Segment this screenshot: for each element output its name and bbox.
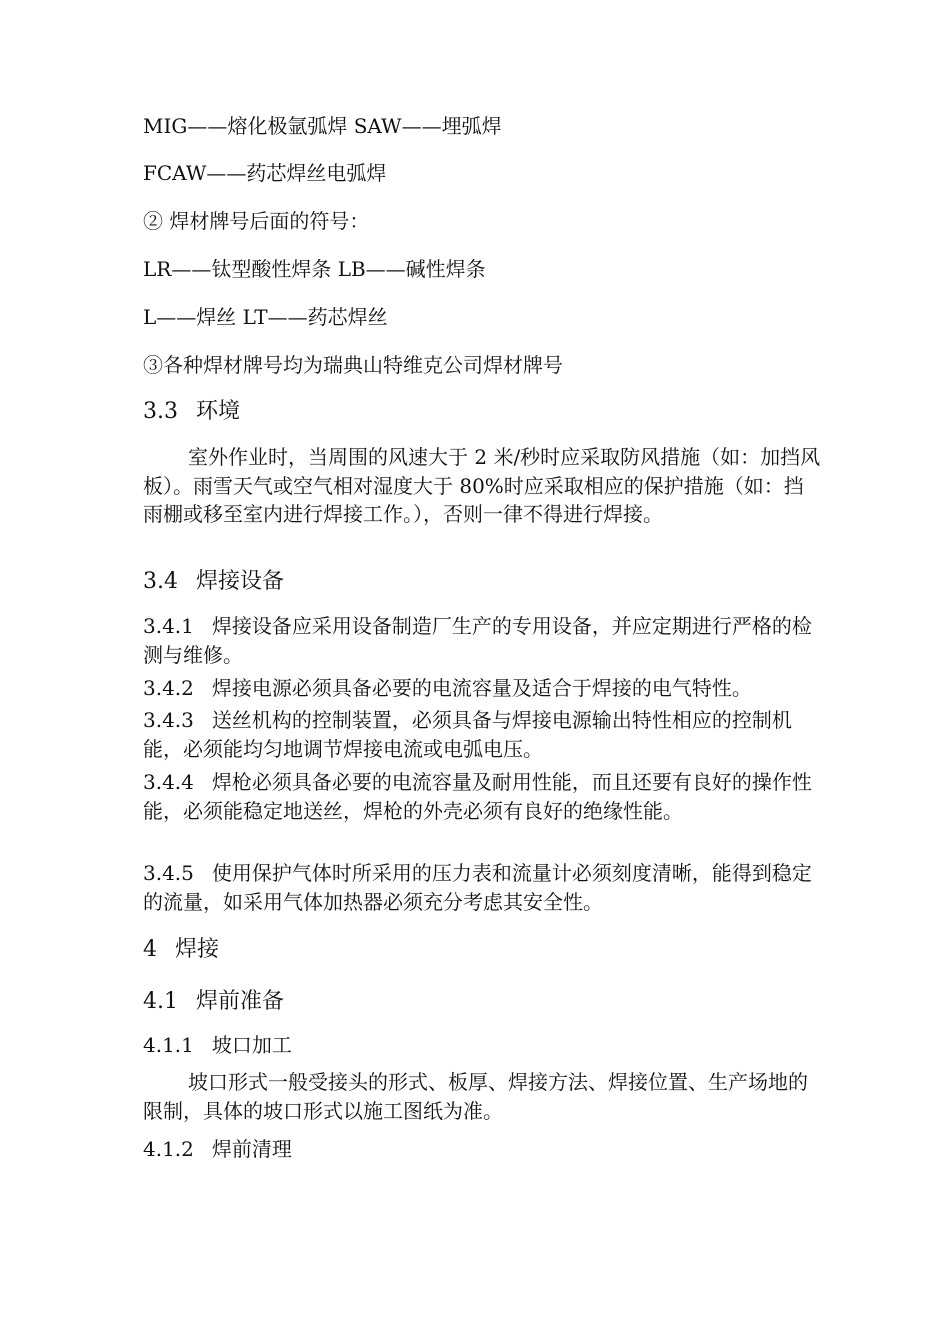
section-4-1-1-body: 坡口形式一般受接头的形式、板厚、焊接方法、焊接位置、生产场地的限制，具体的坡口形式以施工图纸为准。 xyxy=(143,1070,808,1123)
chapter-number: 4 xyxy=(143,937,157,962)
clause-3-4-1 xyxy=(143,612,823,669)
note-3-text: ③各种焊材牌号均为瑞典山特维克公司焊材牌号 xyxy=(143,353,563,377)
clause-number: 3.4.5 xyxy=(143,861,194,885)
section-3-4-heading xyxy=(143,568,820,596)
abbr-line-lr-lb: LR——钛型酸性焊条 LB——碱性焊条 xyxy=(143,257,486,281)
section-4-1-2-heading xyxy=(143,1135,820,1163)
clause-text: 焊接设备应采用设备制造厂生产的专用设备，并应定期进行严格的检测与维修。 xyxy=(143,614,812,667)
abbr-line-mig-saw: MIG——熔化极氩弧焊 SAW——埋弧焊 xyxy=(143,114,502,138)
clause-3-4-3 xyxy=(143,706,823,763)
clause-number: 3.4.2 xyxy=(143,676,194,700)
note-2-heading: ② 焊材牌号后面的符号： xyxy=(143,209,370,233)
clause-3-4-5 xyxy=(143,859,823,916)
clause-number: 3.4.1 xyxy=(143,614,194,638)
clause-3-4-2 xyxy=(143,674,823,703)
abbr-line-fcaw: FCAW——药芯焊丝电弧焊 xyxy=(143,161,387,185)
clause-text: 焊枪必须具备必要的电流容量及耐用性能，而且还要有良好的操作性能，必须能稳定地送丝，焊枪的外壳必须有良好的绝缘性能。 xyxy=(143,770,812,823)
chapter-4-heading xyxy=(143,936,820,964)
chapter-title: 焊接 xyxy=(175,937,220,962)
section-title: 坡口加工 xyxy=(211,1033,292,1057)
section-3-3-heading xyxy=(143,398,820,426)
section-number: 4.1.1 xyxy=(143,1033,194,1057)
section-title: 环境 xyxy=(196,399,241,424)
clause-text: 使用保护气体时所采用的压力表和流量计必须刻度清晰，能得到稳定的流量，如采用气体加热器必须充分考虑其安全性。 xyxy=(143,861,812,914)
section-number: 4.1.2 xyxy=(143,1137,194,1161)
section-title: 焊前准备 xyxy=(196,989,285,1014)
section-number: 3.4 xyxy=(143,569,178,594)
clause-number: 3.4.4 xyxy=(143,770,194,794)
clause-text: 送丝机构的控制装置，必须具备与焊接电源输出特性相应的控制机能，必须能均匀地调节焊接电流或电弧电压。 xyxy=(143,708,792,761)
section-title: 焊前清理 xyxy=(211,1137,292,1161)
section-4-1-heading xyxy=(143,988,820,1016)
section-number: 4.1 xyxy=(143,989,178,1014)
section-3-3-body: 室外作业时，当周围的风速大于 2 米/秒时应采取防风措施（如：加挡风板）。雨雪天气或空气相对湿度大于 80%时应采取相应的保护措施（如：挡雨棚或移至室内进行焊接工作。），否则一律不得进行焊接。 xyxy=(143,445,821,526)
clause-3-4-4 xyxy=(143,768,823,825)
abbr-line-l-lt: L——焊丝 LT——药芯焊丝 xyxy=(143,305,388,329)
clause-number: 3.4.3 xyxy=(143,708,194,732)
section-4-1-1-heading xyxy=(143,1031,820,1059)
section-title: 焊接设备 xyxy=(196,569,285,594)
clause-text: 焊接电源必须具备必要的电流容量及适合于焊接的电气特性。 xyxy=(211,676,752,700)
section-number: 3.3 xyxy=(143,399,178,424)
